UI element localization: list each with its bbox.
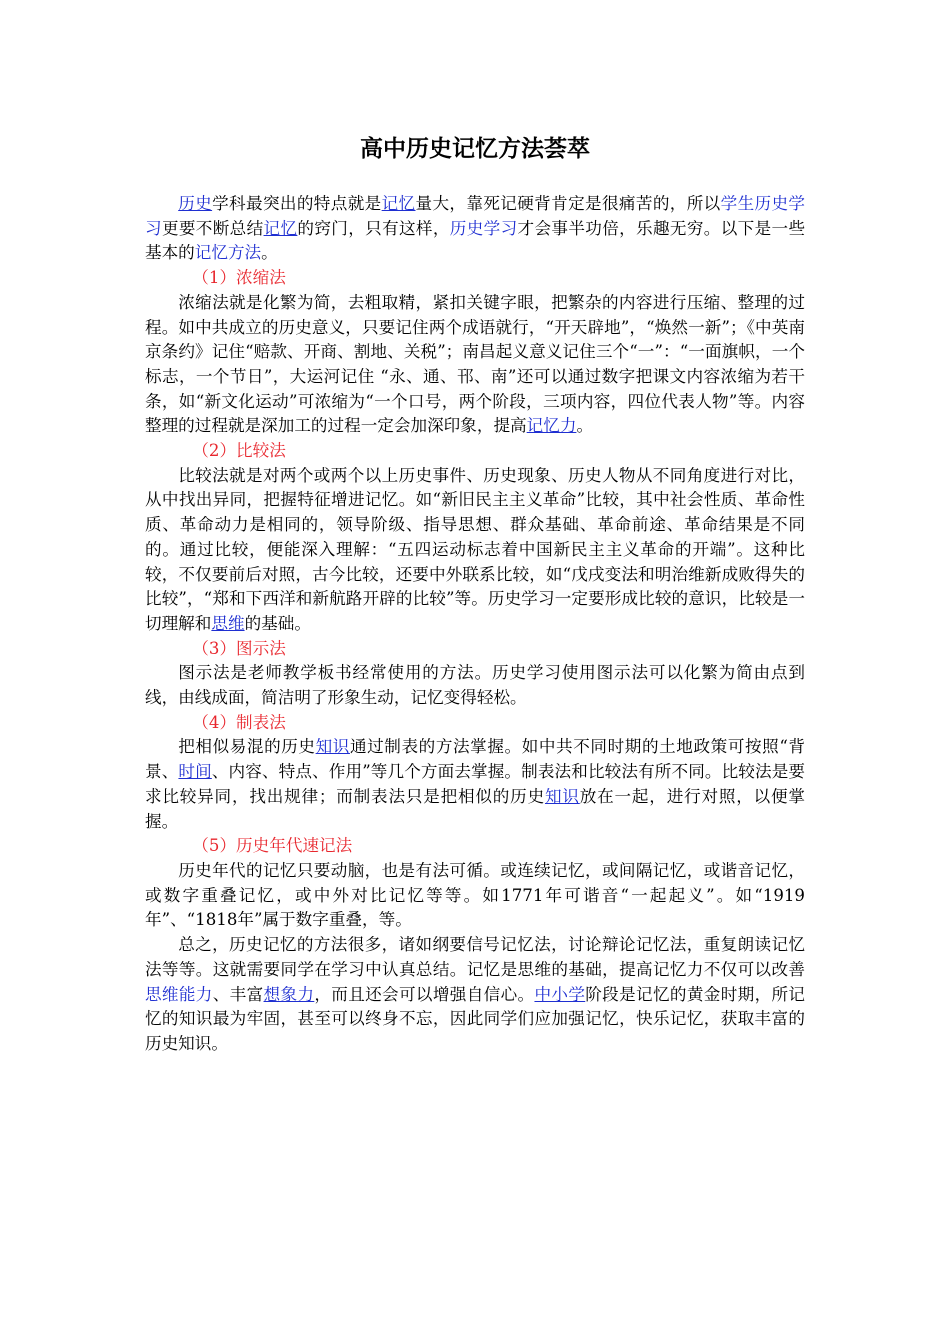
link-memory-power[interactable]: 记忆力 xyxy=(526,416,577,436)
section-paragraph-3: 图示法是老师教学板书经常使用的方法。历史学习使用图示法可以化繁为简由点到线，由线成面，简洁明了形象生动，记忆变得轻松。 xyxy=(145,663,805,708)
keyword-thinking-ability: 思维能力 xyxy=(145,984,213,1004)
section-heading-2: （2）比较法 xyxy=(192,441,286,461)
page-title: 高中历史记忆方法荟萃 xyxy=(360,135,590,162)
link-knowledge[interactable]: 知识 xyxy=(315,737,350,757)
link-imagination[interactable]: 想象力 xyxy=(263,984,315,1004)
conclusion-paragraph: 总之，历史记忆的方法很多，诸如纲要信号记忆法，讨论辩论记忆法，重复朗读记忆法等等。这就需要同学在学习中认真总结。记忆是思维的基础，提高记忆力不仅可以改善思维能力、丰富想象力，而且还会可以增强自信心。中小学阶段是记忆的黄金时期，所记忆的知识最为牢固，甚至可以终身不忘，因此同学们应加强记忆，快乐记忆，获取丰富的历史知识。 xyxy=(145,935,806,1053)
section-paragraph-5: 历史年代的记忆只要动脑，也是有法可循。或连续记忆，或间隔记忆，或谐音记忆，或数字重叠记忆，或中外对比记忆等等。如1771年可谐音“一起起义”。如“1919年”、“1818年”属于数字重叠，等。 xyxy=(145,860,805,930)
link-time[interactable]: 时间 xyxy=(178,762,212,782)
link-history[interactable]: 历史 xyxy=(178,194,213,213)
intro-paragraph: 历史学科最突出的特点就是记忆量大，靠死记硬背肯定是很痛苦的，所以学生历史学习更要不断总结记忆的窍门，只有这样，历史学习才会事半功倍，乐趣无穷。以下是一些基本的记忆方法。 xyxy=(145,194,806,263)
link-thinking[interactable]: 思维 xyxy=(211,613,245,633)
link-memory[interactable]: 记忆 xyxy=(381,194,416,213)
document-body xyxy=(145,192,805,1057)
section-heading-1: （1）浓缩法 xyxy=(192,268,286,288)
keyword-memory-method: 记忆方法 xyxy=(194,243,262,263)
section-heading-4: （4）制表法 xyxy=(192,712,286,732)
link-primary-secondary-school[interactable]: 中小学 xyxy=(534,984,586,1004)
section-paragraph-4: 把相似易混的历史知识通过制表的方法掌握。如中共不同时期的土地政策可按照“背景、时间、内容、特点、作用”等几个方面去掌握。制表法和比较法有所不同。比较法是要求比较异同，找出规律；而制表法只是把相似的历史知识放在一起，进行对照，以便掌握。 xyxy=(145,737,806,831)
keyword-history-study: 历史学习 xyxy=(449,218,518,238)
section-paragraph-2: 比较法就是对两个或两个以上历史事件、历史现象、历史人物从不同角度进行对比，从中找出异同，把握特征增进记忆。如“新旧民主主义革命”比较，其中社会性质、革命性质、革命动力是相同的，领导阶级、指导思想、群众基础、革命前途、革命结果是不同的。通过比较，便能深入理解：“五四运动标志着中国新民主主义革命的开端”。这种比较，不仅要前后对照，古今比较，还要中外联系比较，如“戊戌变法和明治维新成败得失的比较”，“郑和下西洋和新航路开辟的比较”等。历史学习一定要形成比较的意识，比较是一切理解和思维的基础。 xyxy=(145,465,805,633)
keyword-student-history-study: 学生历史学习 xyxy=(145,194,806,238)
section-heading-5: （5）历史年代速记法 xyxy=(192,836,353,856)
link-knowledge-2[interactable]: 知识 xyxy=(544,786,580,806)
section-paragraph-1: 浓缩法就是化繁为简，去粗取精，紧扣关键字眼，把繁杂的内容进行压缩、整理的过程。如中共成立的历史意义，只要记住两个成语就行，“开天辟地”，“焕然一新”；《中英南京条约》记住“赔款、开商、割地、关税”；南昌起义意义记住三个“一”：“一面旗帜，一个标志，一个节日”，大运河记住 “永、通、邗、南”还可以通过数字把课文内容浓缩为若干条，如“新文化运动”可浓缩为“一个口号，两个阶段，三项内容，四位代表人物”等。内容整理的过程就是深加工的过程一定会加深印象，提高记忆力。 xyxy=(145,292,805,436)
link-memory-2[interactable]: 记忆 xyxy=(263,218,298,238)
section-heading-3: （3）图示法 xyxy=(192,638,286,658)
